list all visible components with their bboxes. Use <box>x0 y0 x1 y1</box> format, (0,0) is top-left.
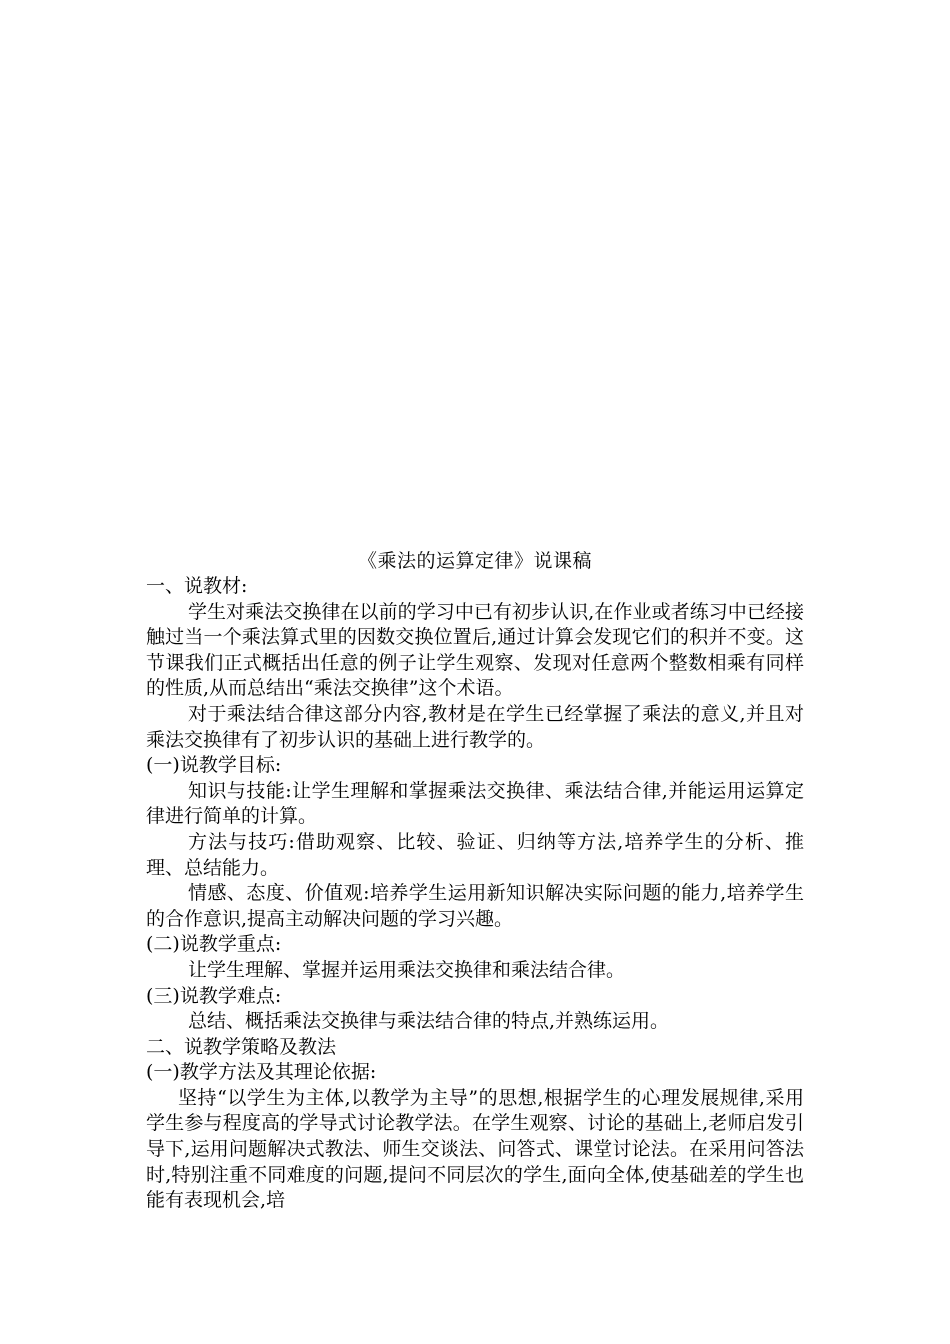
body-paragraph: 知识与技能:让学生理解和掌握乘法交换律、乘法结合律,并能运用运算定律进行简单的计算。 <box>146 779 804 828</box>
body-paragraph: 学生对乘法交换律在以前的学习中已有初步认识,在作业或者练习中已经接触过当一个乘法算式里的因数交换位置后,通过计算会发现它们的积并不变。这节课我们正式概括出任意的例子让学生观察、发现对任意两个整数相乘有同样的性质,从而总结出“乘法交换律”这个术语。 <box>146 600 804 700</box>
body-paragraph: 让学生理解、掌握并运用乘法交换律和乘法结合律。 <box>188 958 626 981</box>
section-heading: (一)教学方法及其理论依据: <box>146 1061 377 1084</box>
section-heading: 二、说教学策略及教法 <box>146 1035 337 1058</box>
body-paragraph: 总结、概括乘法交换律与乘法结合律的特点,并熟练运用。 <box>188 1010 670 1033</box>
section-heading: 一、说教材: <box>146 575 248 597</box>
section-heading: (一)说教学目标: <box>146 754 282 777</box>
body-paragraph: 方法与技巧:借助观察、比较、验证、归纳等方法,培养学生的分析、推理、总结能力。 <box>146 830 804 879</box>
body-paragraph: 坚持“以学生为主体,以教学为主导”的思想,根据学生的心理发展规律,采用学生参与程度高的学导式讨论教学法。在学生观察、讨论的基础上,老师启发引导下,运用问题解决式教法、师生交谈法、问答式、课堂讨论法。在采用问答法时,特别注重不同难度的问题,提问不同层次的学生,面向全体,使基础差的学生也能有表现机会,培 <box>146 1086 804 1212</box>
section-heading: (三)说教学难点: <box>146 984 282 1007</box>
body-paragraph: 情感、态度、价值观:培养学生运用新知识解决实际问题的能力,培养学生的合作意识,提高主动解决问题的学习兴趣。 <box>146 882 804 930</box>
body-paragraph: 对于乘法结合律这部分内容,教材是在学生已经掌握了乘法的意义,并且对乘法交换律有了初步认识的基础上进行教学的。 <box>146 702 804 751</box>
document-title: 《乘法的运算定律》说课稿 <box>357 550 592 572</box>
section-heading: (二)说教学重点: <box>146 933 282 956</box>
document-body <box>146 548 804 1214</box>
